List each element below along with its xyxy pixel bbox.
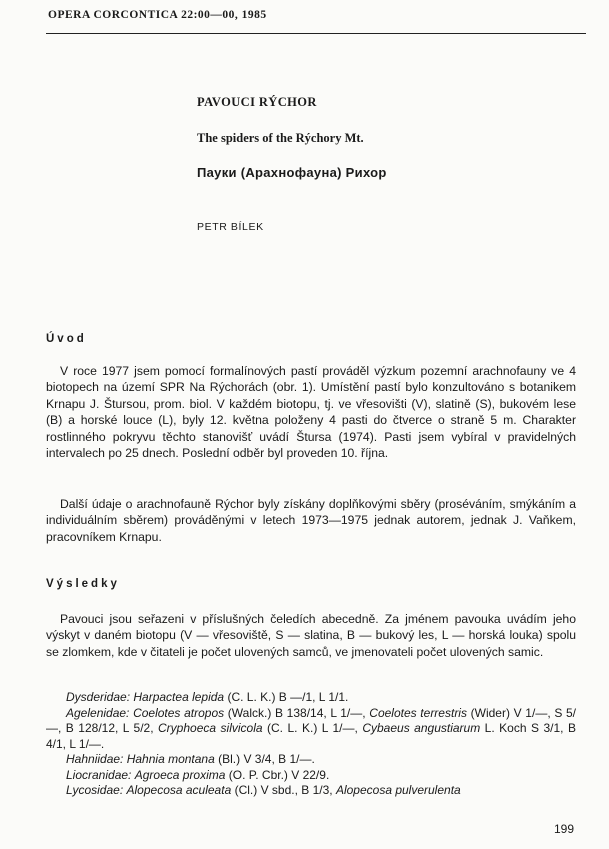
- section-heading-vysledky: Výsledky: [46, 578, 120, 590]
- species-name: Coelotes terrestris: [369, 705, 467, 720]
- intro-paragraph-1: V roce 1977 jsem pomocí formalínových pastí prováděl výzkum pozemní arachnofauny ve 4 biotopech na území SPR Na Rýchorách (obr. 1). Umístění pastí bylo konzultováno s botanikem Krnapu J. Štursou, prom. biol. V každém biotopu, tj. ve vřesovišti (V), slatině (S), bukovém lese (B) a horské louce (L), byly 12. května položeny 4 pasti do čtverce o straně 5 m. Charakter rostlinného pokryvu těchto stanovišť uvádí Štursa (1974). Pasti jsem vybíral v pravidelných intervalech po 25 dnech. Poslední odběr byl proveden 10. října.: [46, 364, 576, 461]
- species-name: Cryphoeca silvicola: [158, 721, 263, 735]
- family-name: Lycosidae:: [66, 783, 124, 797]
- journal-header: OPERA CORCONTICA 22:00—00, 1985: [48, 9, 267, 21]
- species-name: Hahnia montana: [126, 752, 215, 766]
- species-name: Harpactea lepida: [133, 690, 225, 704]
- header-divider: [46, 33, 586, 34]
- species-entry: [46, 706, 576, 753]
- species-name: Alopecosa pulverulenta: [335, 783, 461, 797]
- family-name: Hahniidae:: [66, 752, 124, 766]
- species-record: (Walck.) B 138/14, L 1/—,: [224, 705, 370, 720]
- species-name: Agroeca proxima: [134, 767, 226, 782]
- species-entry: [46, 768, 576, 784]
- results-paragraph: Pavouci jsou seřazeni v příslušných čeledích abecedně. Za jménem pavouka uvádím jeho výskyt v daném biotopu (V — vřesoviště, S — slatina, B — bukový les, L — horská louka) spolu se zlomkem, kde v čitateli je počet ulovených samců, ve jmenovateli počet ulovených samic.: [46, 612, 576, 659]
- species-entry: [46, 752, 576, 768]
- author-name: PETR BÍLEK: [197, 221, 264, 233]
- species-record: (O. P. Cbr.) V 22/9.: [225, 767, 330, 782]
- species-record: (Bl.) V 3/4, B 1/—.: [214, 752, 315, 766]
- species-record: L. Koch S 3/1, B 4/1, L 1/—.: [46, 721, 576, 751]
- species-name: Coelotes atropos: [133, 705, 225, 720]
- page-number: 199: [554, 822, 575, 836]
- species-record: (C. L. K.) B —/1, L 1/1.: [224, 690, 349, 704]
- species-name: Alopecosa aculeata: [126, 783, 232, 797]
- family-name: Liocranidae:: [66, 767, 132, 782]
- family-name: Agelenidae:: [66, 705, 130, 720]
- species-entry: [46, 783, 576, 799]
- species-list: [46, 690, 576, 799]
- intro-paragraph-2: Další údaje o arachnofauně Rýchor byly získány doplňkovými sběry (proséváním, smýkáním a individuálním sběrem) prováděnými v letech 1973—1975 jednak autorem, jednak J. Vaňkem, pracovníkem Krnapu.: [46, 497, 576, 544]
- species-record: (C. L. K.) L 1/—,: [262, 721, 363, 735]
- title-czech: PAVOUCI RÝCHOR: [197, 95, 317, 109]
- species-name: Cybaeus angustiarum: [362, 721, 481, 735]
- title-english: The spiders of the Rýchory Mt.: [197, 131, 364, 145]
- species-record: (Cl.) V sbd., B 1/3,: [231, 783, 336, 797]
- species-entry: [46, 690, 576, 706]
- family-name: Dysderidae:: [66, 690, 131, 704]
- species-record: (Wider) V 1/—, S 5/—, B 128/12, L 5/2,: [46, 705, 576, 735]
- section-heading-uvod: Úvod: [46, 333, 87, 345]
- title-russian: Пауки (Арахнофауна) Рихор: [197, 165, 387, 180]
